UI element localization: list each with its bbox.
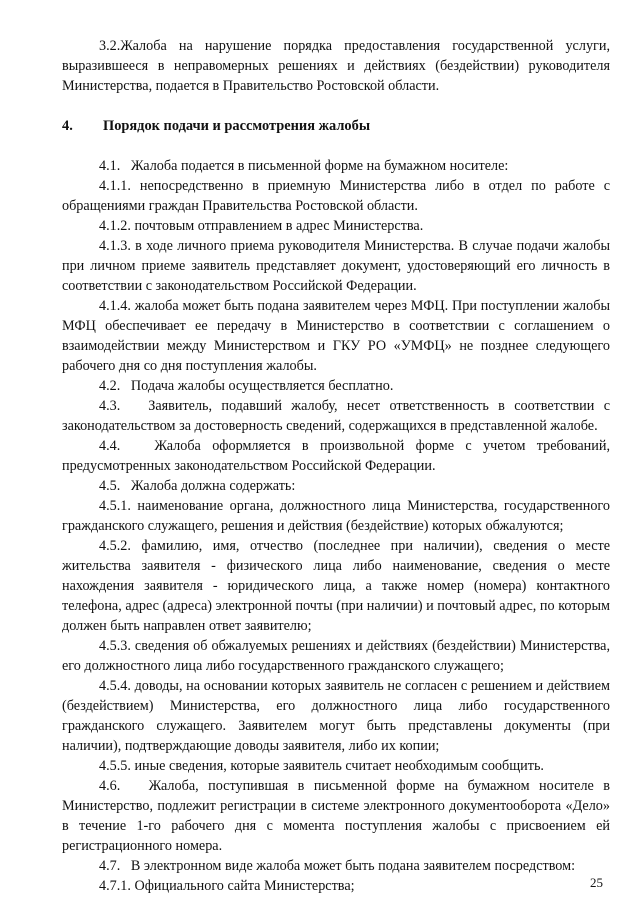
paragraph-4-6: 4.6. Жалоба, поступившая в письменной форме на бумажном носителе в Министерство, подлежит регистрации в системе электронного документооборота «Дело» в течение 1-го рабочего дня с момента поступления жалобы с присвоением ей регистрационного номера. — [62, 778, 610, 854]
paragraph-4-5-4: 4.5.4. доводы, на основании которых заявитель не согласен с решением и действием (бездействием) Министерства, его должностного лица либо государственного гражданского служащего. Заявителем могут быть представлены документы (при наличии), подтверждающие доводы заявителя, либо их копии; — [62, 678, 610, 754]
paragraph-4-5-1: 4.5.1. наименование органа, должностного лица Министерства, государственного гражданского служащего, решения и действия (бездействие) которых обжалуются; — [62, 498, 610, 534]
section-heading — [62, 116, 610, 136]
paragraph-4-3: 4.3. Заявитель, подавший жалобу, несет ответственность в соответствии с законодательством за достоверность сведений, содержащихся в представленной жалобе. — [62, 398, 610, 434]
paragraph-4-1-2: 4.1.2. почтовым отправлением в адрес Министерства. — [99, 218, 424, 234]
paragraph-4-4: 4.4. Жалоба оформляется в произвольной форме с учетом требований, предусмотренных законодательством Российской Федерации. — [62, 438, 610, 474]
section-title: Порядок подачи и рассмотрения жалобы — [103, 118, 371, 134]
paragraph-4-1-3: 4.1.3. в ходе личного приема руководителя Министерства. В случае подачи жалобы при личном приеме заявитель представляет документ, удостоверяющий его личность в соответствии с законодательством Российской Федерации. — [62, 238, 610, 294]
paragraph-4-7: 4.7. В электронном виде жалоба может быть подана заявителем посредством: — [99, 858, 576, 874]
paragraph-4-5-2: 4.5.2. фамилию, имя, отчество (последнее при наличии), сведения о месте жительства заявителя - физического лица либо наименование, сведения о месте нахождения заявителя - юридического лица, а также номер (номера) контактного телефона, адрес (адреса) электронной почты (при наличии) и почтовый адрес, по которым должен быть направлен ответ заявителю; — [62, 538, 610, 634]
paragraph-4-1-4: 4.1.4. жалоба может быть подана заявителем через МФЦ. При поступлении жалобы МФЦ обеспечивает ее передачу в Министерство в соответствии с соглашением о взаимодействии между Министерством и ГКУ РО «УМФЦ» не позднее следующего рабочего дня со дня поступления жалобы. — [62, 298, 610, 374]
paragraph-4-1-1: 4.1.1. непосредственно в приемную Министерства либо в отдел по работе с обращениями граждан Правительства Ростовской области. — [62, 178, 610, 214]
paragraph-4-5: 4.5. Жалоба должна содержать: — [99, 478, 296, 494]
paragraph-4-7-1: 4.7.1. Официального сайта Министерства; — [99, 878, 355, 894]
section-number: 4. — [62, 118, 73, 134]
paragraph-3-2: 3.2.Жалоба на нарушение порядка предоставления государственной услуги, выразившееся в неправомерных решениях и действиях (бездействии) руководителя Министерства, подается в Правительство Ростовской области. — [62, 38, 610, 94]
paragraph-4-5-5: 4.5.5. иные сведения, которые заявитель считает необходимым сообщить. — [99, 758, 544, 774]
paragraph-4-5-3: 4.5.3. сведения об обжалуемых решениях и действиях (бездействии) Министерства, его должностного лица либо государственного гражданского служащего; — [62, 638, 610, 674]
paragraph-4-1: 4.1. Жалоба подается в письменной форме на бумажном носителе: — [99, 158, 509, 174]
page-content — [62, 36, 610, 896]
paragraph-4-2: 4.2. Подача жалобы осуществляется бесплатно. — [99, 378, 394, 394]
page-number: 25 — [590, 875, 603, 890]
